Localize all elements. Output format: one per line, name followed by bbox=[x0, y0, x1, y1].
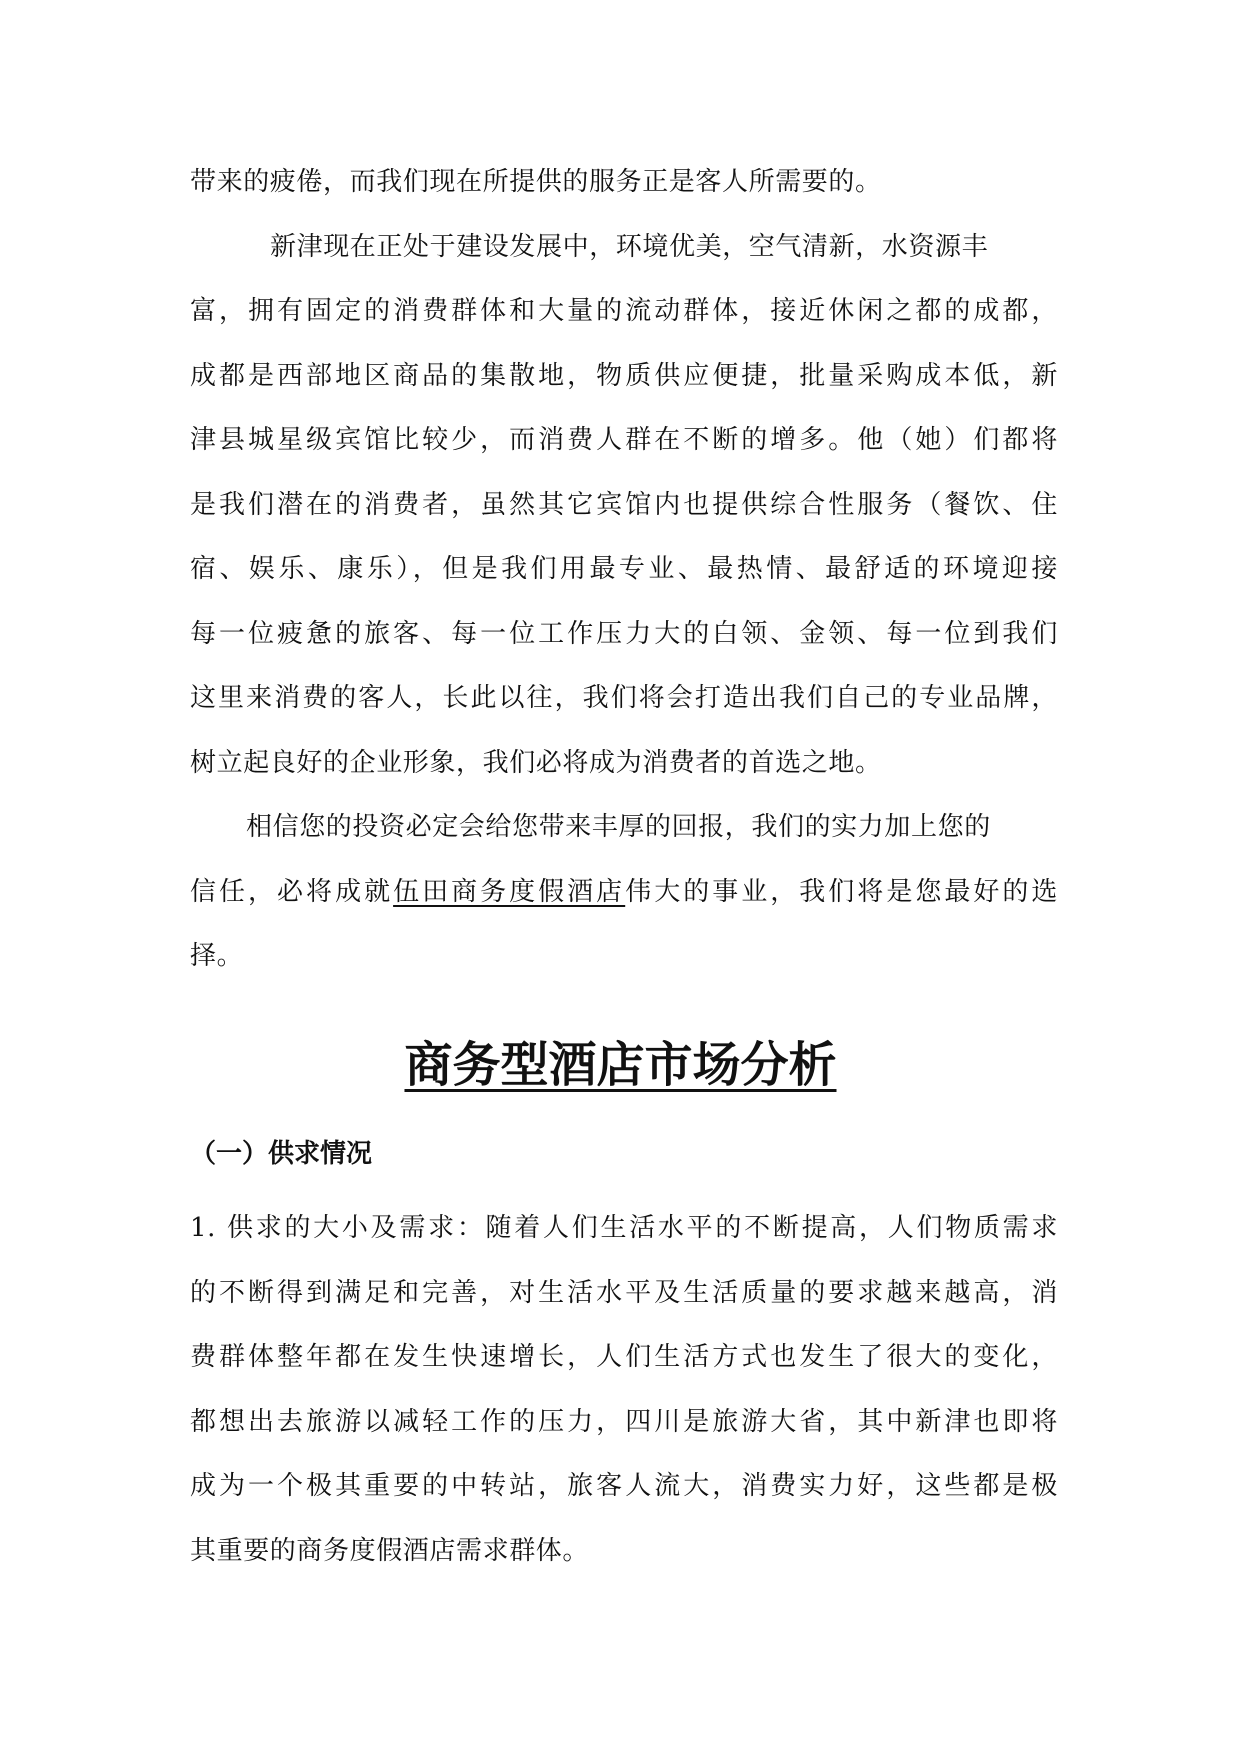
paragraph-line: 新津现在正处于建设发展中，环境优美，空气清新，水资源丰 bbox=[270, 231, 989, 262]
intro-paragraphs bbox=[190, 150, 1058, 989]
supply-demand-paragraph bbox=[190, 1196, 1058, 1583]
subsection-heading: （一）供求情况 bbox=[190, 1139, 373, 1169]
paragraph-line: 其重要的商务度假酒店需求群体。 bbox=[190, 1535, 590, 1566]
paragraph-line: 1. 供求的大小及需求：随着人们生活水平的不断提高，人们物质需求 bbox=[190, 1213, 1058, 1243]
paragraph-line: 带来的疲倦，而我们现在所提供的服务正是客人所需要的。 bbox=[190, 167, 882, 197]
paragraph-line: 成都是西部地区商品的集散地，物质供应便捷，批量采购成本低，新 bbox=[190, 360, 1058, 391]
paragraph-line: 宿、娱乐、康乐），但是我们用最专业、最热情、最舒适的环境迎接 bbox=[190, 554, 1058, 584]
paragraph-line: 成为一个极其重要的中转站，旅客人流大，消费实力好，这些都是极 bbox=[190, 1471, 1058, 1501]
paragraph-line: 每一位疲惫的旅客、每一位工作压力大的白领、金领、每一位到我们 bbox=[190, 618, 1058, 649]
paragraph-line: 树立起良好的企业形象，我们必将成为消费者的首选之地。 bbox=[190, 747, 882, 778]
paragraph-line: 是我们潜在的消费者，虽然其它宾馆内也提供综合性服务（餐饮、住 bbox=[190, 489, 1058, 520]
line-suffix: 伟大的事业，我们将是您最好的选 bbox=[625, 876, 1058, 907]
paragraph-line: 的不断得到满足和完善，对生活水平及生活质量的要求越来越高，消 bbox=[190, 1277, 1058, 1308]
paragraph-line-with-link bbox=[190, 860, 1058, 925]
section-heading-text: 商务型酒店市场分析 bbox=[404, 1037, 837, 1093]
paragraph-line: 相信您的投资必定会给您带来丰厚的回报，我们的实力加上您的 bbox=[246, 812, 991, 842]
paragraph-line: 富，拥有固定的消费群体和大量的流动群体，接近休闲之都的成都， bbox=[190, 296, 1058, 326]
line-prefix: 信任，必将成就 bbox=[190, 876, 394, 907]
paragraph-line: 津县城星级宾馆比较少，而消费人群在不断的增多。他（她）们都将 bbox=[190, 425, 1058, 455]
paragraph-line: 都想出去旅游以减轻工作的压力，四川是旅游大省，其中新津也即将 bbox=[190, 1406, 1058, 1437]
hotel-name-link[interactable]: 伍田商务度假酒店 bbox=[393, 876, 626, 907]
section-heading bbox=[0, 1030, 1241, 1100]
paragraph-line: 费群体整年都在发生快速增长，人们生活方式也发生了很大的变化， bbox=[190, 1342, 1058, 1372]
paragraph-line: 择。 bbox=[190, 941, 244, 971]
paragraph-line: 这里来消费的客人，长此以往，我们将会打造出我们自己的专业品牌， bbox=[190, 683, 1058, 713]
